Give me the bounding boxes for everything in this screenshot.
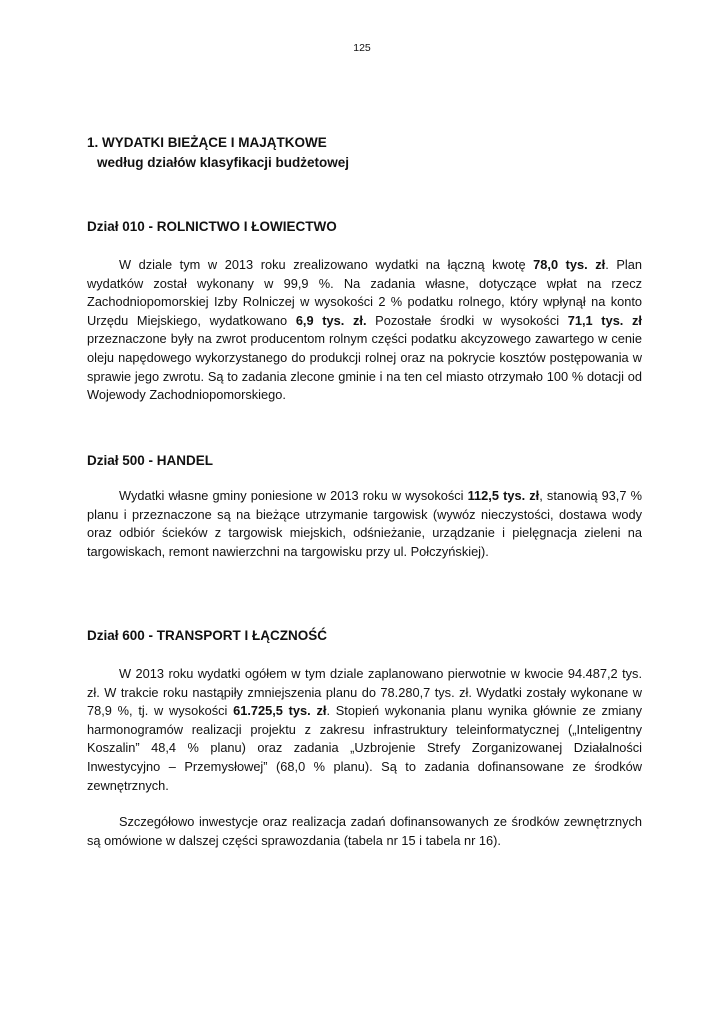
amount-bold: 71,1 tys. zł	[567, 312, 642, 328]
section-paragraph-010	[87, 256, 642, 405]
text-run: Pozostałe środki w wysokości	[366, 312, 568, 328]
page-number: 125	[353, 42, 371, 54]
main-heading-line1: 1. WYDATKI BIEŻĄCE I MAJĄTKOWE	[87, 135, 327, 150]
section-title-600: Dział 600 - TRANSPORT I ŁĄCZNOŚĆ	[87, 628, 328, 643]
amount-bold: 61.725,5 tys. zł	[233, 703, 327, 719]
main-heading-line2: według działów klasyfikacji budżetowej	[97, 155, 350, 170]
amount-bold: 6,9 tys. zł.	[295, 312, 367, 328]
text-run: Wydatki własne gminy poniesione w 2013 roku w wysokości	[119, 488, 468, 503]
text-run: W dziale tym w 2013 roku zrealizowano wydatki na łączną kwotę	[119, 257, 534, 272]
text-run: przeznaczone były na zwrot producentom rolnym części podatku akcyzowego zawartego w cenie oleju napędowego wykorzystanego do produkcji rolnej oraz na pokrycie kosztów postępowania w sprawie jego zwrotu. Są to zadania zlecone gminie i na ten cel miasto otrzymało 100 % dotacji od Wojewody Zachodniopomorskiego.	[87, 331, 642, 403]
section-paragraph-600-details: Szczegółowo inwestycje oraz realizacja zadań dofinansowanych ze środków zewnętrznych są omówione w dalszej części sprawozdania (tabela nr 15 i tabela nr 16).	[87, 814, 642, 848]
section-title-010: Dział 010 - ROLNICTWO I ŁOWIECTWO	[87, 219, 337, 234]
text-run: W 2013 roku wydatki ogółem w tym dziale zaplanowano pierwotnie w kwocie 94.487,2 tys. zł. W trakcie roku nastąpiły zmniejszenia planu do 78.280,7 tys. zł. Wydatki zostały wykonane w 78,9 %, tj. w wysokości	[87, 666, 642, 719]
section-paragraph-600	[87, 665, 642, 795]
section-paragraph-500	[87, 487, 642, 561]
section-title-500: Dział 500 - HANDEL	[87, 453, 214, 468]
amount-bold: 78,0 tys. zł	[533, 257, 606, 272]
text-run: , stanowią 93,7 % planu i przeznaczone są na bieżące utrzymanie targowisk (wywóz nieczystości, dostawa wody oraz odbiór ścieków z targowisk miejskich, odśnieżanie, urządzanie i pielęgnacja zieleni na targowiskach, remont nawierzchni na targowisku przy ul. Połczyńskiej).	[87, 488, 642, 559]
main-heading	[87, 133, 349, 173]
amount-bold: 112,5 tys. zł	[467, 488, 540, 503]
text-run: . Stopień wykonania planu wynika głównie ze zmiany harmonogramów realizacji projektu z zakresu infrastruktury teleinformatycznej („Inteligentny Koszalin” 48,4 % planu) oraz zadania „Uzbrojenie Strefy Zorganizowanej Działalności Inwestycyjno – Przemysłowej” (68,0 % planu). Są to zadania dofinansowane ze środków zewnętrznych.	[87, 703, 642, 793]
text-run: . Plan wydatków został wykonany w 99,9 %. Na zadania własne, dotyczące wpłat na rzecz Zachodniopomorskiej Izby Rolniczej w wysokości 2 % podatku rolnego, który wpłynął na konto Urzędu Miejskiego, wydatkowano	[87, 257, 642, 328]
